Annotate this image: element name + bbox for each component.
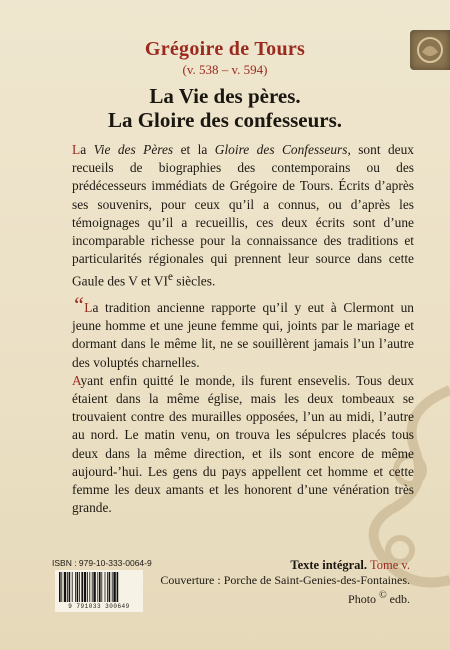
intro-text-c: , sont deux recueils de biographies des contemporains ou des prédécesseurs immédiats de Grégoire de Tours. Écrits d’après ses souvenirs, pour ceux qu’il a connus, ou d’après les témoignages qu’il a recueillis, ces deux écrits sont d’une incomparable richesse pour la connaissance des traditions et particularités régionales qui prennent leur source dans cette Gaule des V et VI <box>72 142 415 289</box>
barcode-digits: 9 791033 300649 <box>68 603 130 610</box>
tome-number: Tome v. <box>370 558 410 572</box>
cover-credit: Couverture : Porche de Saint-Genies-des-Fontaines. <box>160 573 410 587</box>
photo-label: Photo <box>348 592 377 606</box>
quote-p2-text: yant enfin quitté le monde, ils furent ensevelis. Tous deux étaient dans la même église, mais les deux tombeaux se trouvaient contre des murailles opposées, l’un au midi, l’autre au nord. Le matin venu, on trouva les sépulcres placés tous deux dans la même direction, et ils sont encore de même aujourd-’hui. Les gens du pays appellent cet homme et cette femme les deux amants et les honorent d’une vénération très grande. <box>72 372 414 516</box>
intro-drop-initial: L <box>72 142 81 157</box>
book-title <box>0 84 450 132</box>
opening-quote-mark: “ <box>72 292 85 317</box>
quote-p1-text: a tradition ancienne rapporte qu’il y eut à Clermont un jeune homme et une jeune femme qui, joints par le mariage et dormant dans le même lit, ne se souillèrent jamais l’un l’autre des voluptés charnelles. <box>72 300 414 370</box>
book-title-vie-des-peres: Vie des Pères <box>93 142 174 157</box>
quote-p1-initial: L <box>84 300 93 315</box>
quote-paragraph-2 <box>72 372 414 518</box>
title-line-2: La Gloire des confesseurs. <box>107 108 343 132</box>
intro-superscript: e <box>167 271 173 284</box>
edition-line <box>160 558 410 573</box>
author-name: Grégoire de Tours <box>144 38 306 60</box>
quote-paragraph-1 <box>72 292 414 372</box>
photo-credit <box>160 588 410 607</box>
author-dates: (v. 538 – v. 594) <box>182 62 268 77</box>
quotation-block <box>72 292 414 517</box>
isbn-label: ISBN : 979-10-333-0064-9 <box>52 558 152 568</box>
title-line-1: La Vie des pères. <box>149 84 301 108</box>
photo-credit-name: edb. <box>386 592 410 606</box>
isbn-barcode <box>55 570 143 612</box>
intro-text-a: a <box>80 142 94 157</box>
texte-integral: Texte intégral. <box>290 558 368 572</box>
intro-paragraph <box>72 141 414 291</box>
intro-text-b: et la <box>173 142 215 157</box>
quote-p2-initial: A <box>72 372 81 388</box>
copyright-symbol: © <box>379 590 387 601</box>
intro-text-d: siècles. <box>172 273 216 289</box>
colophon <box>160 558 410 607</box>
book-title-gloire-des-confesseurs: Gloire des Confesseurs <box>214 142 348 157</box>
barcode-bars <box>58 572 134 602</box>
